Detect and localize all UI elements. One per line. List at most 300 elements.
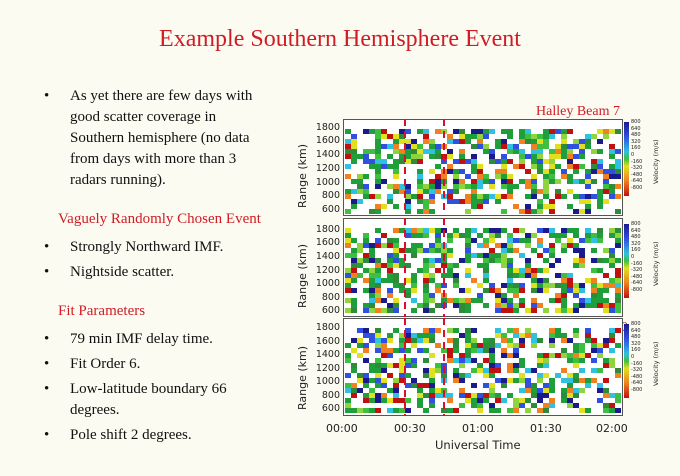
scatter-cell xyxy=(453,378,459,383)
scatter-cell xyxy=(531,189,537,194)
scatter-cell xyxy=(411,363,417,368)
scatter-cell xyxy=(615,288,621,293)
scatter-cell xyxy=(501,258,507,263)
scatter-cell xyxy=(549,228,555,233)
ytick: 1400 xyxy=(315,349,340,360)
scatter-cell xyxy=(531,338,537,343)
scatter-cell xyxy=(549,298,555,303)
scatter-cell xyxy=(525,273,531,278)
scatter-cell xyxy=(489,154,495,159)
scatter-cell xyxy=(381,134,387,139)
scatter-cell xyxy=(501,169,507,174)
scatter-cell xyxy=(561,368,567,373)
scatter-cell xyxy=(387,278,393,283)
scatter-cell xyxy=(345,149,351,154)
scatter-cell xyxy=(597,388,603,393)
scatter-cell xyxy=(363,333,369,338)
scatter-cell xyxy=(363,373,369,378)
scatter-cell xyxy=(417,243,423,248)
scatter-cell xyxy=(543,383,549,388)
scatter-cell xyxy=(417,179,423,184)
scatter-cell xyxy=(543,393,549,398)
scatter-cell xyxy=(561,243,567,248)
scatter-cell xyxy=(507,368,513,373)
scatter-cell xyxy=(381,159,387,164)
scatter-cell xyxy=(411,253,417,258)
scatter-cell xyxy=(453,298,459,303)
scatter-cell xyxy=(453,233,459,238)
scatter-cell xyxy=(387,353,393,358)
scatter-cell xyxy=(483,194,489,199)
scatter-cell xyxy=(447,154,453,159)
scatter-cell xyxy=(363,258,369,263)
scatter-cell xyxy=(483,288,489,293)
scatter-cell xyxy=(429,328,435,333)
scatter-cell xyxy=(351,204,357,209)
scatter-cell xyxy=(603,273,609,278)
scatter-cell xyxy=(459,179,465,184)
scatter-cell xyxy=(423,248,429,253)
scatter-cell xyxy=(369,243,375,248)
ytick: 1000 xyxy=(315,177,340,188)
scatter-cell xyxy=(573,388,579,393)
scatter-cell xyxy=(519,283,525,288)
scatter-cell xyxy=(495,243,501,248)
scatter-cell xyxy=(411,243,417,248)
scatter-cell xyxy=(459,303,465,308)
scatter-cell xyxy=(429,144,435,149)
fit-bullet: • Pole shift 2 degrees. xyxy=(44,425,304,446)
scatter-cell xyxy=(393,283,399,288)
scatter-cell xyxy=(525,169,531,174)
scatter-cell xyxy=(549,383,555,388)
scatter-cell xyxy=(459,134,465,139)
ytick: 1800 xyxy=(315,122,340,133)
scatter-cell xyxy=(501,194,507,199)
scatter-cell xyxy=(585,169,591,174)
cb-tick: -320 xyxy=(631,165,643,172)
xtick: 02:00 xyxy=(596,422,628,435)
scatter-cell xyxy=(411,144,417,149)
scatter-cell xyxy=(579,144,585,149)
scatter-cell xyxy=(345,238,351,243)
cb-tick: 480 xyxy=(631,234,641,241)
scatter-cell xyxy=(375,398,381,403)
scatter-cell xyxy=(513,164,519,169)
ytick: 800 xyxy=(321,390,340,401)
scatter-cell xyxy=(345,253,351,258)
scatter-cell xyxy=(507,278,513,283)
scatter-cell xyxy=(345,139,351,144)
scatter-cell xyxy=(513,293,519,298)
scatter-cell xyxy=(549,398,555,403)
scatter-cell xyxy=(561,144,567,149)
scatter-cell xyxy=(609,194,615,199)
scatter-cell xyxy=(429,278,435,283)
scatter-cell xyxy=(519,164,525,169)
scatter-cell xyxy=(417,144,423,149)
scatter-cell xyxy=(411,383,417,388)
scatter-cell xyxy=(375,298,381,303)
ytick: 1400 xyxy=(315,251,340,262)
scatter-cell xyxy=(513,398,519,403)
scatter-cell xyxy=(531,268,537,273)
scatter-cell xyxy=(471,129,477,134)
scatter-cell xyxy=(393,378,399,383)
scatter-cell xyxy=(567,398,573,403)
cb-tick: 320 xyxy=(631,240,641,247)
cb-tick: 160 xyxy=(631,145,641,152)
scatter-cell xyxy=(561,169,567,174)
scatter-cell xyxy=(543,363,549,368)
scatter-cell xyxy=(519,209,525,214)
scatter-cell xyxy=(453,263,459,268)
scatter-cell xyxy=(375,333,381,338)
scatter-cell xyxy=(423,228,429,233)
colorbar-syowa xyxy=(624,324,629,398)
scatter-cell xyxy=(357,248,363,253)
scatter-cell xyxy=(417,333,423,338)
scatter-cell xyxy=(603,343,609,348)
heatmap-sanae xyxy=(343,218,623,317)
scatter-cell xyxy=(609,149,615,154)
scatter-cell xyxy=(537,363,543,368)
scatter-cell xyxy=(549,204,555,209)
scatter-cell xyxy=(351,303,357,308)
scatter-cell xyxy=(603,283,609,288)
scatter-cell xyxy=(363,253,369,258)
scatter-cell xyxy=(495,233,501,238)
scatter-cell xyxy=(561,333,567,338)
scatter-cell xyxy=(495,363,501,368)
scatter-cell xyxy=(465,238,471,243)
scatter-cell xyxy=(351,144,357,149)
scatter-cell xyxy=(501,159,507,164)
scatter-cell xyxy=(357,189,363,194)
scatter-cell xyxy=(537,144,543,149)
scatter-cell xyxy=(375,149,381,154)
scatter-cell xyxy=(609,174,615,179)
scatter-cell xyxy=(435,388,441,393)
scatter-cell xyxy=(585,134,591,139)
scatter-cell xyxy=(459,393,465,398)
scatter-cell xyxy=(513,308,519,313)
scatter-cell xyxy=(573,228,579,233)
scatter-cell xyxy=(369,368,375,373)
scatter-cell xyxy=(465,253,471,258)
xlabel: Universal Time xyxy=(435,438,521,452)
scatter-cell xyxy=(519,303,525,308)
scatter-cell xyxy=(351,189,357,194)
cb-tick: 320 xyxy=(631,340,641,347)
cb-tick: 160 xyxy=(631,247,641,254)
scatter-cell xyxy=(471,228,477,233)
scatter-cell xyxy=(381,383,387,388)
cb-tick: -640 xyxy=(631,178,643,185)
scatter-cell xyxy=(537,388,543,393)
scatter-cell xyxy=(531,403,537,408)
scatter-cell xyxy=(357,263,363,268)
scatter-cell xyxy=(591,169,597,174)
scatter-cell xyxy=(579,348,585,353)
scatter-cell xyxy=(543,194,549,199)
scatter-cell xyxy=(351,298,357,303)
scatter-cell xyxy=(597,353,603,358)
scatter-cell xyxy=(525,179,531,184)
scatter-cell xyxy=(609,348,615,353)
ytick: 1200 xyxy=(315,363,340,374)
heatmap-halley xyxy=(343,119,623,216)
scatter-cell xyxy=(375,238,381,243)
scatter-cell xyxy=(417,129,423,134)
scatter-cell xyxy=(369,268,375,273)
scatter-cell xyxy=(435,343,441,348)
scatter-cell xyxy=(489,184,495,189)
scatter-cell xyxy=(447,199,453,204)
scatter-cell xyxy=(543,174,549,179)
scatter-cell xyxy=(579,353,585,358)
scatter-cell xyxy=(549,134,555,139)
scatter-cell xyxy=(459,169,465,174)
scatter-cell xyxy=(417,398,423,403)
scatter-cell xyxy=(363,378,369,383)
scatter-cell xyxy=(417,268,423,273)
scatter-cell xyxy=(585,338,591,343)
scatter-cell xyxy=(345,233,351,238)
scatter-cell xyxy=(543,358,549,363)
scatter-cell xyxy=(381,278,387,283)
scatter-cell xyxy=(585,278,591,283)
scatter-cell xyxy=(585,298,591,303)
scatter-cell xyxy=(387,258,393,263)
scatter-cell xyxy=(573,378,579,383)
scatter-cell xyxy=(417,209,423,214)
scatter-cell xyxy=(423,199,429,204)
scatter-cell xyxy=(375,383,381,388)
scatter-cell xyxy=(465,393,471,398)
scatter-cell xyxy=(579,253,585,258)
scatter-cell xyxy=(363,194,369,199)
scatter-cell xyxy=(459,333,465,338)
scatter-cell xyxy=(489,258,495,263)
scatter-cell xyxy=(369,248,375,253)
scatter-cell xyxy=(375,144,381,149)
scatter-cell xyxy=(519,338,525,343)
scatter-cell xyxy=(525,263,531,268)
scatter-cell xyxy=(363,159,369,164)
scatter-cell xyxy=(597,293,603,298)
scatter-cell xyxy=(435,243,441,248)
scatter-cell xyxy=(603,129,609,134)
scatter-cell xyxy=(489,368,495,373)
cb-tick: -320 xyxy=(631,367,643,374)
scatter-cell xyxy=(531,393,537,398)
scatter-cell xyxy=(501,348,507,353)
scatter-cell xyxy=(555,233,561,238)
scatter-cell xyxy=(465,233,471,238)
scatter-cell xyxy=(507,338,513,343)
scatter-cell xyxy=(363,288,369,293)
scatter-cell xyxy=(459,233,465,238)
scatter-cell xyxy=(543,278,549,283)
scatter-cell xyxy=(363,348,369,353)
scatter-cell xyxy=(555,298,561,303)
cb-tick: 480 xyxy=(631,334,641,341)
scatter-cell xyxy=(609,338,615,343)
scatter-cell xyxy=(609,189,615,194)
scatter-cell xyxy=(345,373,351,378)
scatter-cell xyxy=(435,179,441,184)
cb-tick: 480 xyxy=(631,132,641,139)
scatter-cell xyxy=(603,408,609,413)
scatter-cell xyxy=(447,233,453,238)
scatter-cell xyxy=(363,154,369,159)
scatter-cell xyxy=(495,378,501,383)
scatter-cell xyxy=(453,273,459,278)
scatter-cell xyxy=(423,273,429,278)
scatter-cell xyxy=(495,333,501,338)
scatter-cell xyxy=(369,398,375,403)
scatter-cell xyxy=(411,139,417,144)
scatter-cell xyxy=(591,248,597,253)
scatter-cell xyxy=(507,303,513,308)
scatter-cell xyxy=(549,209,555,214)
scatter-cell xyxy=(585,328,591,333)
scatter-cell xyxy=(375,228,381,233)
scatter-cell xyxy=(387,268,393,273)
scatter-cell xyxy=(573,348,579,353)
scatter-cell xyxy=(495,408,501,413)
scatter-cell xyxy=(531,149,537,154)
scatter-cell xyxy=(567,393,573,398)
scatter-cell xyxy=(567,358,573,363)
scatter-cell xyxy=(411,149,417,154)
scatter-cell xyxy=(405,373,411,378)
scatter-cell xyxy=(495,139,501,144)
scatter-cell xyxy=(351,368,357,373)
scatter-cell xyxy=(501,179,507,184)
scatter-cell xyxy=(363,328,369,333)
scatter-cell xyxy=(537,378,543,383)
scatter-cell xyxy=(429,403,435,408)
scatter-cell xyxy=(603,248,609,253)
scatter-cell xyxy=(513,363,519,368)
scatter-cell xyxy=(573,194,579,199)
scatter-cell xyxy=(411,358,417,363)
scatter-cell xyxy=(471,298,477,303)
scatter-cell xyxy=(423,293,429,298)
scatter-cell xyxy=(591,164,597,169)
scatter-cell xyxy=(615,368,621,373)
scatter-cell xyxy=(507,248,513,253)
scatter-cell xyxy=(477,179,483,184)
scatter-cell xyxy=(543,308,549,313)
colorbar-gradient xyxy=(624,224,629,298)
scatter-cell xyxy=(447,393,453,398)
scatter-cell xyxy=(423,258,429,263)
scatter-cell xyxy=(429,298,435,303)
ytick: 1200 xyxy=(315,265,340,276)
scatter-cell xyxy=(567,154,573,159)
slide-title: Example Southern Hemisphere Event xyxy=(159,26,521,52)
scatter-cell xyxy=(561,129,567,134)
scatter-cell xyxy=(573,164,579,169)
scatter-cell xyxy=(381,298,387,303)
scatter-cell xyxy=(537,353,543,358)
scatter-cell xyxy=(507,134,513,139)
scatter-cell xyxy=(477,263,483,268)
scatter-cell xyxy=(423,268,429,273)
ytick: 1600 xyxy=(315,237,340,248)
ytick: 600 xyxy=(321,403,340,414)
scatter-cell xyxy=(363,174,369,179)
scatter-cell xyxy=(423,204,429,209)
scatter-cell xyxy=(489,253,495,258)
colorbar-halley xyxy=(624,122,629,196)
scatter-cell xyxy=(573,169,579,174)
scatter-cell xyxy=(477,134,483,139)
scatter-cell xyxy=(519,288,525,293)
scatter-cell xyxy=(381,308,387,313)
scatter-cell xyxy=(387,408,393,413)
scatter-cell xyxy=(579,388,585,393)
scatter-cell xyxy=(375,368,381,373)
scatter-cell xyxy=(471,199,477,204)
scatter-cell xyxy=(513,283,519,288)
scatter-cell xyxy=(561,338,567,343)
scatter-cell xyxy=(519,333,525,338)
scatter-cell xyxy=(471,159,477,164)
scatter-cell xyxy=(459,154,465,159)
scatter-cell xyxy=(495,398,501,403)
scatter-cell xyxy=(567,228,573,233)
scatter-cell xyxy=(393,303,399,308)
ytick: 800 xyxy=(321,292,340,303)
scatter-cell xyxy=(423,149,429,154)
scatter-cell xyxy=(375,373,381,378)
scatter-cell xyxy=(573,243,579,248)
scatter-cell xyxy=(345,268,351,273)
radar-plot-figure xyxy=(290,104,670,454)
scatter-cell xyxy=(447,358,453,363)
scatter-cell xyxy=(369,258,375,263)
scatter-cell xyxy=(453,189,459,194)
scatter-cell xyxy=(429,179,435,184)
scatter-cell xyxy=(513,228,519,233)
scatter-cell xyxy=(483,238,489,243)
ytick: 1600 xyxy=(315,135,340,146)
scatter-cell xyxy=(435,268,441,273)
scatter-cell xyxy=(615,159,621,164)
scatter-cell xyxy=(465,333,471,338)
scatter-cell xyxy=(375,154,381,159)
scatter-cell xyxy=(477,293,483,298)
scatter-cell xyxy=(381,179,387,184)
scatter-cell xyxy=(537,139,543,144)
scatter-cell xyxy=(483,129,489,134)
scatter-cell xyxy=(465,159,471,164)
scatter-cell xyxy=(525,194,531,199)
scatter-cell xyxy=(519,363,525,368)
scatter-cell xyxy=(615,278,621,283)
scatter-cell xyxy=(345,358,351,363)
scatter-cell xyxy=(615,303,621,308)
scatter-cell xyxy=(543,129,549,134)
scatter-cell xyxy=(393,134,399,139)
scatter-cell xyxy=(537,393,543,398)
scatter-cell xyxy=(579,408,585,413)
heatmap-syowa xyxy=(343,318,623,416)
